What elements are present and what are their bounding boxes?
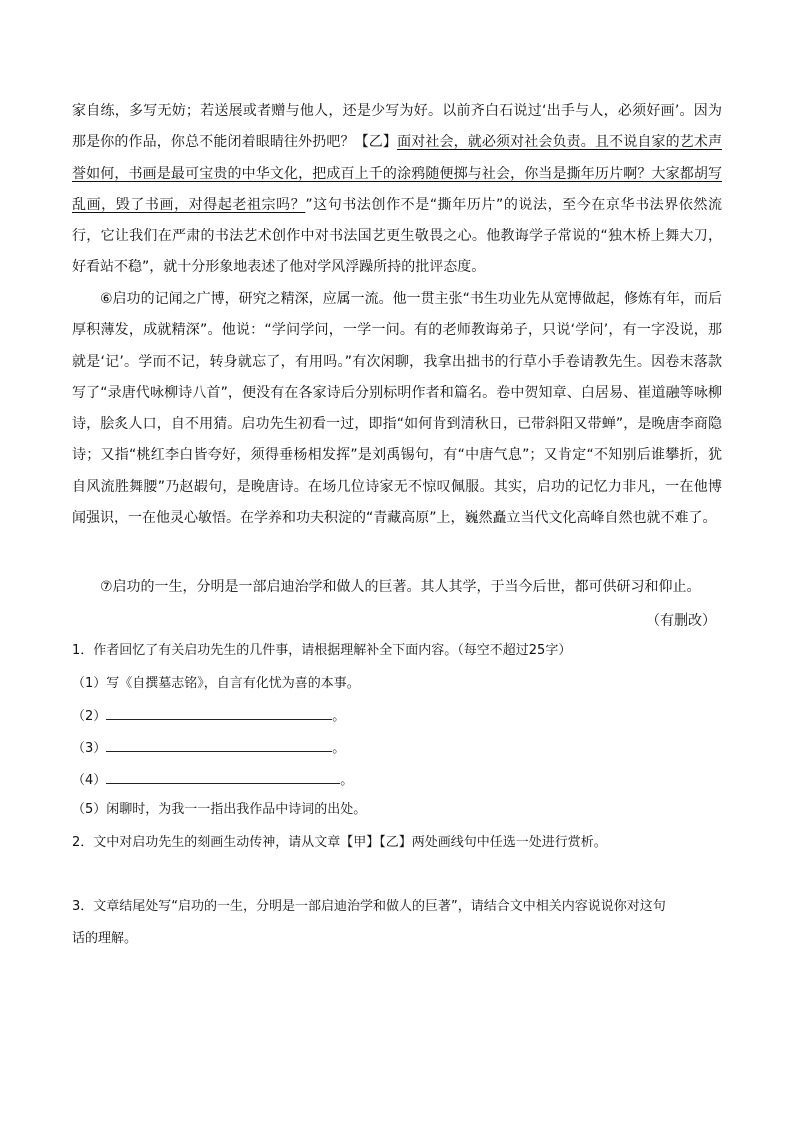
answer-blank[interactable] [106, 770, 340, 784]
question-1-item-5: （5）闲聊时，为我一一指出我作品中诗词的出处。 [72, 802, 367, 817]
answer-blank[interactable] [106, 706, 332, 720]
paragraph-6: ⑥启功的记闻之广博，研究之精深，应属一流。他一贯主张“书生功业先从宽博做起，修炼有年，而后厚积薄发，成就精深”。他说：“学问学问，一学一问。有的老师教诲弟子，只说‘学问’，有一字没说，那就是‘记’。学而不记，转身就忘了，有用吗。”有次闲聊，我拿出拙书的行草小手卷请教先生。因卷末落款写了“录唐代咏柳诗八首”，便没有在各家诗后分别标明作者和篇名。卷中贺知章、白居易、崔道融等咏柳诗，脍炙人口，自不用猜。启功先生初看一过，即指“如何肯到清秋日，已带斜阳又带蝉”，是晚唐李商隐诗；又指“桃红李白皆夸好，须得垂杨相发挥”是刘禹锡句，有“中唐气息”；又肯定“不知别后谁攀折，犹自风流胜舞腰”乃赵嘏句，是晚唐诗。在场几位诗家无不惊叹佩服。其实，启功的记忆力非凡，一在他博闻强识，一在他灵心敏悟。在学养和功夫积淀的“青藏高原”上，巍然矗立当代文化高峰自然也就不难了。 [72, 291, 722, 527]
answer-blank[interactable] [106, 738, 332, 752]
underlined-sentence-yi: 面对社会，就必须对社会负责。且不说自家的艺术声誉如何，书画是最可宝贵的中华文化，把成百上千的涂鸦随便掷与社会，你当是撕年历片啊？大家都胡写乱画，毁了书画，对得起老祖宗吗？ [72, 134, 723, 213]
item-end: 。 [332, 709, 346, 724]
item-end: 。 [340, 773, 354, 788]
question-3-continued: 话的理解。 [72, 931, 138, 946]
paragraph-7: ⑦启功的一生，分明是一部启迪治学和做人的巨著。其人其学，于当今后世，都可供研习和仰止。 [100, 579, 701, 595]
source-note: （有删改） [646, 613, 716, 629]
item-end: 。 [332, 741, 346, 756]
item-number: （3） [72, 741, 107, 756]
question-1-item-4 [72, 770, 732, 790]
paragraph-text: 家自练，多写无妨；若送展或者赠与他人，还是少写为好。以前齐白石说过‘出手与人，必须好画’。因为那是你的作品，你总不能闭着眼睛往外扔吧？【乙】 [72, 103, 722, 151]
question-3: 3．文章结尾处写“启功的一生，分明是一部启迪治学和做人的巨著”，请结合文中相关内容说说你对这句 [72, 899, 666, 914]
paragraph-5-continued [72, 96, 722, 284]
item-number: （2） [72, 709, 107, 724]
question-1-item-1: （1）写《自撰墓志铭》，自言有化忧为喜的本事。 [72, 676, 360, 691]
paragraph-text-tail: ”这句书法创作不是“撕年历片”的说法，至今在京华书法界依然流行，它让我们在严肃的书法艺术创作中对书法国艺更生敬畏之心。他教诲学子常说的“独木桥上舞大刀，好看站不稳”，就十分形象地表述了他对学风浮躁所持的批评态度。 [72, 196, 722, 276]
question-1: 1．作者回忆了有关启功先生的几件事，请根据理解补全下面内容。（每空不超过25字） [72, 643, 572, 658]
question-1-item-2 [72, 706, 732, 726]
item-number: （4） [72, 773, 107, 788]
question-2: 2．文中对启功先生的刻画生动传神，请从文章【甲】【乙】两处画线句中任选一处进行赏析。 [72, 835, 607, 850]
question-1-item-3 [72, 738, 732, 758]
